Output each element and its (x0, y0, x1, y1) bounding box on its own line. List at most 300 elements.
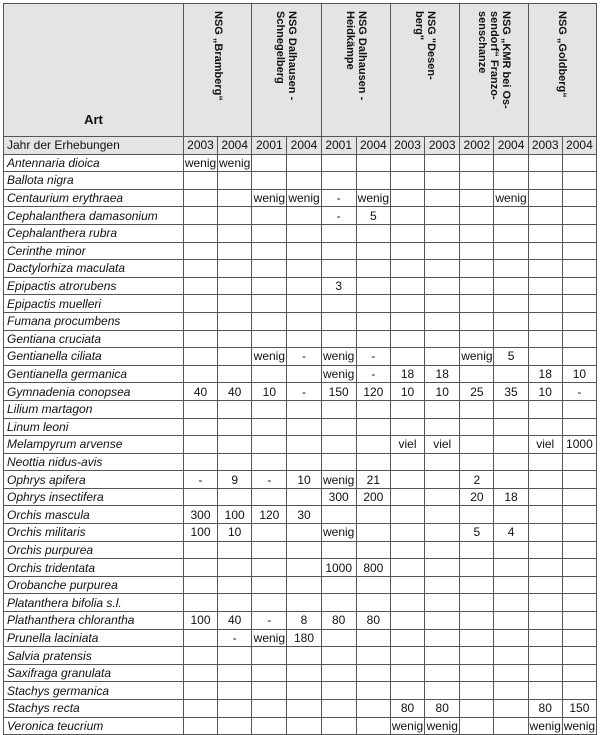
value-cell (252, 260, 287, 278)
value-cell: 80 (356, 612, 390, 630)
value-cell (494, 172, 528, 190)
value-cell (528, 224, 562, 242)
value-cell (528, 471, 562, 489)
table-row (4, 506, 597, 524)
value-cell (494, 682, 528, 700)
value-cell (390, 453, 424, 471)
species-name: Orchis militaris (4, 524, 184, 542)
value-cell: wenig (218, 155, 251, 170)
species-name: Orchis mascula (4, 506, 184, 524)
value-cell (218, 682, 252, 700)
value-cell (218, 418, 252, 436)
value-cell: viel (390, 436, 424, 454)
value-cell (494, 277, 528, 295)
value-cell: 18 (425, 365, 460, 383)
value-cell (562, 312, 596, 330)
value-cell (460, 664, 494, 682)
value-cell: wenig (461, 349, 493, 364)
value-cell (287, 453, 321, 471)
value-cell (183, 260, 217, 278)
value-cell (528, 242, 562, 260)
table-row (4, 312, 597, 330)
value-cell (425, 154, 460, 172)
value-cell (252, 647, 287, 665)
value-cell (218, 242, 252, 260)
table-row (4, 541, 597, 559)
value-cell (252, 277, 287, 295)
value-cell (528, 506, 562, 524)
value-cell (218, 664, 252, 682)
value-cell (287, 277, 321, 295)
value-cell (390, 576, 424, 594)
value-cell: wenig (323, 349, 355, 364)
value-cell: 180 (287, 629, 321, 647)
value-cell (425, 594, 460, 612)
value-cell: 10 (425, 383, 460, 401)
value-cell (528, 277, 562, 295)
value-cell (528, 330, 562, 348)
value-cell: 80 (528, 700, 562, 718)
value-cell (460, 224, 494, 242)
value-cell: 150 (321, 383, 356, 401)
value-cell (183, 189, 217, 207)
value-cell: 9 (218, 471, 252, 489)
value-cell (425, 664, 460, 682)
value-cell (252, 242, 287, 260)
value-cell (287, 664, 321, 682)
value-cell (356, 453, 390, 471)
value-cell (425, 295, 460, 313)
year-cell: 2001 (252, 137, 287, 155)
value-cell: - (183, 471, 217, 489)
value-cell (252, 436, 287, 454)
value-cell: wenig (391, 718, 424, 733)
value-cell (562, 506, 596, 524)
value-cell (562, 594, 596, 612)
value-cell (183, 224, 217, 242)
value-cell (356, 629, 390, 647)
value-cell (183, 594, 217, 612)
value-cell: 18 (528, 365, 562, 383)
value-cell: viel (425, 436, 460, 454)
value-cell (356, 576, 390, 594)
table-row (4, 365, 597, 383)
value-cell (460, 207, 494, 225)
value-cell: 80 (321, 612, 356, 630)
value-cell (562, 576, 596, 594)
value-cell (287, 524, 321, 542)
value-cell (528, 576, 562, 594)
value-cell (183, 242, 217, 260)
year-row-label: Jahr der Erhebungen (4, 137, 184, 155)
value-cell (287, 488, 321, 506)
table-row (4, 154, 597, 172)
value-cell (562, 629, 596, 647)
value-cell (562, 682, 596, 700)
value-cell (287, 436, 321, 454)
value-cell: 40 (218, 383, 252, 401)
value-cell (287, 154, 321, 172)
value-cell (528, 189, 562, 207)
value-cell (390, 488, 424, 506)
value-cell (321, 242, 356, 260)
value-cell (252, 400, 287, 418)
value-cell (252, 559, 287, 577)
table-row (4, 682, 597, 700)
value-cell (287, 647, 321, 665)
value-cell (390, 260, 424, 278)
value-cell (183, 541, 217, 559)
group-header-heidkaempe: NSG Dalhausen - Heidkämpe (321, 4, 390, 137)
value-cell (494, 647, 528, 665)
value-cell (252, 488, 287, 506)
value-cell (390, 418, 424, 436)
value-cell (356, 664, 390, 682)
value-cell (425, 207, 460, 225)
value-cell (562, 295, 596, 313)
value-cell (460, 242, 494, 260)
value-cell (528, 260, 562, 278)
species-name: Plathanthera chlorantha (4, 612, 184, 630)
value-cell (252, 224, 287, 242)
value-cell (460, 453, 494, 471)
value-cell: 800 (356, 559, 390, 577)
value-cell (252, 172, 287, 190)
value-cell: - (356, 365, 390, 383)
value-cell (183, 682, 217, 700)
value-cell (460, 400, 494, 418)
table-row (4, 594, 597, 612)
species-name: Gentiana cruciata (4, 330, 184, 348)
value-cell: wenig (495, 191, 527, 206)
value-cell (494, 541, 528, 559)
value-cell (356, 541, 390, 559)
value-cell (252, 700, 287, 718)
value-cell (252, 524, 287, 542)
value-cell (494, 436, 528, 454)
value-cell (460, 647, 494, 665)
value-cell (562, 224, 596, 242)
year-cell: 2003 (183, 137, 217, 155)
species-name: Orchis purpurea (4, 541, 184, 559)
value-cell (425, 400, 460, 418)
value-cell (562, 488, 596, 506)
species-name: Cephalanthera rubra (4, 224, 184, 242)
value-cell (528, 400, 562, 418)
value-cell: wenig (563, 718, 596, 733)
art-column-header: Art (4, 4, 184, 137)
value-cell (425, 612, 460, 630)
value-cell (460, 330, 494, 348)
header-row (4, 4, 597, 137)
table-row (4, 436, 597, 454)
value-cell (425, 418, 460, 436)
value-cell (528, 559, 562, 577)
value-cell: 100 (183, 612, 217, 630)
value-cell (287, 576, 321, 594)
table-row (4, 295, 597, 313)
value-cell (218, 224, 252, 242)
table-row (4, 629, 597, 647)
group-header-schnegelberg: NSG Dalhausen - Schnegelberg (252, 4, 321, 137)
value-cell (218, 453, 252, 471)
value-cell (562, 172, 596, 190)
value-cell (528, 295, 562, 313)
value-cell (390, 154, 424, 172)
table-row (4, 700, 597, 718)
value-cell (287, 312, 321, 330)
value-cell (425, 453, 460, 471)
value-cell (252, 594, 287, 612)
value-cell (528, 682, 562, 700)
value-cell (460, 172, 494, 190)
value-cell (321, 506, 356, 524)
table-row (4, 488, 597, 506)
value-cell (494, 471, 528, 489)
value-cell (562, 400, 596, 418)
value-cell (356, 312, 390, 330)
value-cell: - (321, 189, 356, 207)
value-cell (562, 453, 596, 471)
value-cell (460, 436, 494, 454)
value-cell (287, 418, 321, 436)
value-cell (356, 524, 390, 542)
value-cell (218, 541, 252, 559)
value-cell (390, 242, 424, 260)
value-cell (252, 453, 287, 471)
value-cell (183, 559, 217, 577)
value-cell: 150 (562, 700, 596, 718)
value-cell: 80 (425, 700, 460, 718)
value-cell (390, 295, 424, 313)
value-cell (356, 295, 390, 313)
value-cell (494, 559, 528, 577)
value-cell (218, 295, 252, 313)
value-cell (218, 594, 252, 612)
value-cell (562, 207, 596, 225)
value-cell (321, 260, 356, 278)
value-cell (494, 365, 528, 383)
year-cell: 2004 (218, 137, 252, 155)
species-name: Lilium martagon (4, 400, 184, 418)
value-cell: 10 (562, 365, 596, 383)
value-cell (390, 524, 424, 542)
value-cell (287, 242, 321, 260)
species-name: Saxifraga granulata (4, 664, 184, 682)
value-cell: 300 (321, 488, 356, 506)
value-cell (321, 541, 356, 559)
value-cell (321, 594, 356, 612)
value-cell (528, 488, 562, 506)
year-cell: 2003 (528, 137, 562, 155)
value-cell (390, 541, 424, 559)
value-cell (356, 154, 390, 172)
value-cell (528, 594, 562, 612)
table-row (4, 207, 597, 225)
value-cell (528, 348, 562, 366)
value-cell (218, 365, 252, 383)
value-cell: wenig (323, 472, 355, 487)
value-cell (183, 436, 217, 454)
value-cell (321, 224, 356, 242)
value-cell (494, 506, 528, 524)
year-cell: 2003 (390, 137, 424, 155)
value-cell (218, 348, 252, 366)
value-cell (528, 312, 562, 330)
value-cell (218, 559, 252, 577)
value-cell (218, 400, 252, 418)
value-cell: 21 (356, 471, 390, 489)
value-cell (460, 418, 494, 436)
value-cell: - (252, 612, 287, 630)
value-cell (321, 453, 356, 471)
value-cell (562, 242, 596, 260)
value-cell (287, 682, 321, 700)
value-cell: wenig (323, 367, 355, 382)
species-name: Stachys recta (4, 700, 184, 718)
value-cell (218, 700, 252, 718)
table-row (4, 576, 597, 594)
value-cell: 2 (460, 471, 494, 489)
species-name: Stachys germanica (4, 682, 184, 700)
value-cell (390, 172, 424, 190)
table-row (4, 612, 597, 630)
value-cell (287, 295, 321, 313)
value-cell (494, 576, 528, 594)
group-header-bramberg: NSG „Bramberg“ (183, 4, 251, 137)
value-cell: 1000 (562, 436, 596, 454)
species-name: Gentianella germanica (4, 365, 184, 383)
value-cell (183, 330, 217, 348)
value-cell (528, 418, 562, 436)
group-header-goldberg: NSG „Goldberg“ (528, 4, 596, 137)
species-name: Linum leoni (4, 418, 184, 436)
value-cell (356, 277, 390, 295)
value-cell (287, 172, 321, 190)
value-cell: wenig (529, 718, 561, 733)
value-cell (321, 154, 356, 172)
value-cell (460, 700, 494, 718)
value-cell (390, 224, 424, 242)
value-cell (356, 418, 390, 436)
table-row (4, 400, 597, 418)
value-cell (390, 471, 424, 489)
value-cell: wenig (253, 349, 286, 364)
value-cell (183, 664, 217, 682)
species-name: Dactylorhiza maculata (4, 260, 184, 278)
value-cell (390, 647, 424, 665)
table-row (4, 172, 597, 190)
value-cell (494, 295, 528, 313)
value-cell (252, 330, 287, 348)
value-cell: 10 (218, 524, 252, 542)
species-name: Fumana procumbens (4, 312, 184, 330)
value-cell (321, 295, 356, 313)
table-row (4, 524, 597, 542)
value-cell (528, 207, 562, 225)
value-cell (425, 629, 460, 647)
value-cell: 40 (183, 383, 217, 401)
table-row (4, 277, 597, 295)
value-cell (494, 224, 528, 242)
species-name: Epipactis atrorubens (4, 277, 184, 295)
value-cell (528, 612, 562, 630)
value-cell: wenig (357, 191, 390, 206)
value-cell (287, 559, 321, 577)
value-cell (356, 647, 390, 665)
value-cell (425, 471, 460, 489)
species-name: Ophrys insectifera (4, 488, 184, 506)
table-row (4, 189, 597, 207)
value-cell (460, 260, 494, 278)
value-cell: 10 (528, 383, 562, 401)
year-cell: 2002 (460, 137, 494, 155)
value-cell (390, 189, 424, 207)
value-cell (287, 260, 321, 278)
value-cell: 18 (494, 488, 528, 506)
year-cell: 2004 (356, 137, 390, 155)
value-cell (321, 330, 356, 348)
species-name: Orchis tridentata (4, 559, 184, 577)
value-cell (494, 453, 528, 471)
value-cell: - (252, 471, 287, 489)
value-cell (528, 541, 562, 559)
value-cell (562, 348, 596, 366)
value-cell (494, 664, 528, 682)
value-cell (460, 312, 494, 330)
value-cell (183, 172, 217, 190)
value-cell (425, 330, 460, 348)
value-cell (252, 295, 287, 313)
value-cell (218, 172, 252, 190)
species-name: Epipactis muelleri (4, 295, 184, 313)
value-cell (425, 242, 460, 260)
value-cell: 200 (356, 488, 390, 506)
group-header-desenberg: NSG "Desen- berg" (390, 4, 459, 137)
species-name: Orobanche purpurea (4, 576, 184, 594)
value-cell (460, 594, 494, 612)
value-cell (252, 541, 287, 559)
value-cell (562, 277, 596, 295)
value-cell (562, 260, 596, 278)
species-name: Antennaria dioica (4, 154, 184, 172)
value-cell: 10 (252, 383, 287, 401)
value-cell (218, 647, 252, 665)
species-name: Prunella laciniata (4, 629, 184, 647)
species-name: Cephalanthera damasonium (4, 207, 184, 225)
table-row (4, 330, 597, 348)
value-cell (425, 172, 460, 190)
value-cell: 100 (183, 524, 217, 542)
species-table (3, 3, 597, 735)
value-cell: 30 (287, 506, 321, 524)
value-cell: - (562, 383, 596, 401)
value-cell (252, 154, 287, 172)
value-cell (218, 207, 252, 225)
value-cell (528, 647, 562, 665)
value-cell: wenig (288, 191, 320, 206)
species-name: Salvia pratensis (4, 647, 184, 665)
value-cell: wenig (253, 630, 286, 645)
value-cell (562, 612, 596, 630)
value-cell (460, 559, 494, 577)
value-cell (460, 154, 494, 172)
value-cell (183, 312, 217, 330)
value-cell (321, 664, 356, 682)
value-cell (425, 506, 460, 524)
value-cell: 80 (390, 700, 424, 718)
value-cell (562, 647, 596, 665)
